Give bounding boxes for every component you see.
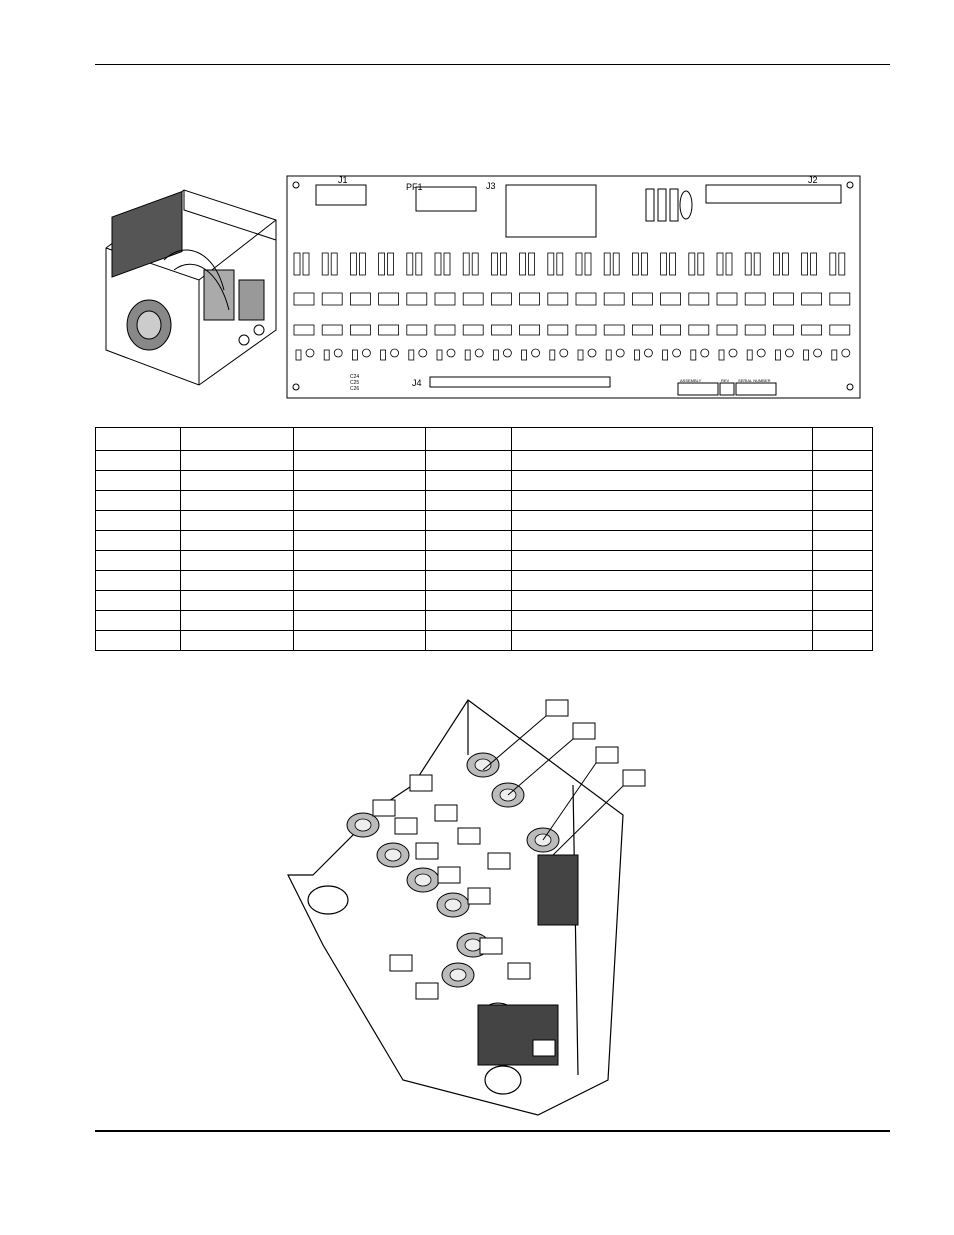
resistor-part bbox=[830, 253, 836, 275]
header-rule bbox=[95, 64, 890, 65]
table-cell bbox=[181, 591, 294, 611]
table-cell bbox=[294, 511, 426, 531]
resistor-part bbox=[802, 253, 808, 275]
table-cell bbox=[512, 611, 813, 631]
resistor-part bbox=[350, 253, 356, 275]
callout-box bbox=[533, 1040, 555, 1056]
resistor-part bbox=[491, 253, 497, 275]
ic-part bbox=[463, 325, 483, 335]
callout-box bbox=[438, 867, 460, 883]
resistor-part bbox=[548, 253, 554, 275]
callout-box bbox=[435, 805, 457, 821]
table-cell bbox=[512, 511, 813, 531]
table-cell bbox=[813, 511, 873, 531]
callout-box bbox=[573, 723, 595, 739]
capacitor-part bbox=[500, 253, 506, 275]
led-part bbox=[785, 349, 793, 357]
ic-part bbox=[379, 325, 399, 335]
table-cell bbox=[96, 591, 181, 611]
table-cell bbox=[294, 451, 426, 471]
callout-box bbox=[373, 800, 395, 816]
led-part bbox=[588, 349, 596, 357]
table-cell bbox=[512, 571, 813, 591]
callout-box bbox=[546, 700, 568, 716]
table-cell bbox=[181, 531, 294, 551]
diode-part bbox=[522, 350, 527, 360]
resistor-part bbox=[520, 253, 526, 275]
valve-core bbox=[465, 939, 481, 951]
solenoid-block bbox=[538, 855, 578, 925]
ic-part bbox=[604, 325, 624, 335]
table-cell bbox=[426, 491, 512, 511]
diode-part bbox=[296, 350, 301, 360]
relay-part bbox=[350, 293, 370, 305]
capacitor-part bbox=[782, 253, 788, 275]
table-cell bbox=[294, 611, 426, 631]
relay-part bbox=[548, 293, 568, 305]
table-cell bbox=[96, 491, 181, 511]
ic-part bbox=[548, 325, 568, 335]
diode-part bbox=[634, 350, 639, 360]
table-cell bbox=[181, 471, 294, 491]
capacitor-part bbox=[416, 253, 422, 275]
table-row bbox=[96, 591, 873, 611]
capacitor-part bbox=[641, 253, 647, 275]
table-row bbox=[96, 551, 873, 571]
led-part bbox=[334, 349, 342, 357]
diode-part bbox=[747, 350, 752, 360]
diode-part bbox=[578, 350, 583, 360]
row-label-c26: C26 bbox=[350, 386, 360, 392]
table-cell bbox=[813, 471, 873, 491]
table-cell bbox=[181, 551, 294, 571]
table-cell bbox=[294, 491, 426, 511]
callout-leader bbox=[543, 763, 596, 840]
callout-box bbox=[480, 938, 502, 954]
capacitor-part bbox=[726, 253, 732, 275]
table-cell bbox=[426, 551, 512, 571]
table-cell bbox=[426, 631, 512, 651]
resistor-part bbox=[435, 253, 441, 275]
footer-rule bbox=[95, 1130, 890, 1132]
table-cell bbox=[813, 531, 873, 551]
led-part bbox=[842, 349, 850, 357]
pcb-drawing bbox=[286, 175, 862, 400]
diode-part bbox=[832, 350, 837, 360]
valve-core bbox=[415, 874, 431, 886]
table-cell bbox=[426, 611, 512, 631]
table-row bbox=[96, 531, 873, 551]
relay-part bbox=[435, 293, 455, 305]
capacitor-part bbox=[331, 253, 337, 275]
title-block-serial: SERIAL NUMBER bbox=[738, 378, 771, 383]
column-header bbox=[294, 428, 426, 451]
led-part bbox=[503, 349, 511, 357]
led-part bbox=[391, 349, 399, 357]
table-cell bbox=[426, 511, 512, 531]
led-part bbox=[419, 349, 427, 357]
table-cell bbox=[181, 451, 294, 471]
capacitor-part bbox=[670, 253, 676, 275]
ic-part bbox=[435, 325, 455, 335]
led-part bbox=[532, 349, 540, 357]
table-cell bbox=[294, 471, 426, 491]
ic-part bbox=[322, 325, 342, 335]
led-part bbox=[701, 349, 709, 357]
relay-part bbox=[463, 293, 483, 305]
table-cell bbox=[512, 451, 813, 471]
table-row bbox=[96, 611, 873, 631]
relay-part bbox=[379, 293, 399, 305]
resistor-part bbox=[689, 253, 695, 275]
led-part bbox=[729, 349, 737, 357]
relay-part bbox=[661, 293, 681, 305]
resistor-part bbox=[717, 253, 723, 275]
ic-part bbox=[745, 325, 765, 335]
resistor-part bbox=[773, 253, 779, 275]
diode-part bbox=[606, 350, 611, 360]
ic-part bbox=[294, 325, 314, 335]
valve-assembly-illustration bbox=[283, 695, 653, 1120]
column-header bbox=[426, 428, 512, 451]
led-part bbox=[757, 349, 765, 357]
table-cell bbox=[181, 611, 294, 631]
ic-part bbox=[717, 325, 737, 335]
capacitor-part bbox=[472, 253, 478, 275]
table-row bbox=[96, 511, 873, 531]
ic-part bbox=[802, 325, 822, 335]
table-cell bbox=[813, 631, 873, 651]
ic-part bbox=[773, 325, 793, 335]
resistor-part bbox=[632, 253, 638, 275]
capacitor-part bbox=[444, 253, 450, 275]
led-part bbox=[560, 349, 568, 357]
table-cell bbox=[512, 471, 813, 491]
capacitor-part bbox=[811, 253, 817, 275]
valve-core bbox=[385, 849, 401, 861]
callout-box bbox=[458, 828, 480, 844]
table-cell bbox=[96, 511, 181, 531]
capacitor-part bbox=[303, 253, 309, 275]
table-cell bbox=[813, 551, 873, 571]
diode-part bbox=[493, 350, 498, 360]
table-row bbox=[96, 471, 873, 491]
table-cell bbox=[426, 591, 512, 611]
table-cell bbox=[512, 551, 813, 571]
table-cell bbox=[813, 491, 873, 511]
table-cell bbox=[96, 551, 181, 571]
capacitor-part bbox=[557, 253, 563, 275]
led-part bbox=[362, 349, 370, 357]
diode-part bbox=[409, 350, 414, 360]
title-block-assembly: ASSEMBLY bbox=[680, 378, 702, 383]
relay-part bbox=[830, 293, 850, 305]
table-cell bbox=[426, 451, 512, 471]
callout-leader bbox=[508, 739, 573, 795]
ic-part bbox=[491, 325, 511, 335]
ic-part bbox=[689, 325, 709, 335]
table-cell bbox=[512, 531, 813, 551]
callout-box bbox=[488, 853, 510, 869]
table-cell bbox=[426, 531, 512, 551]
callout-box bbox=[390, 955, 412, 971]
table-cell bbox=[512, 491, 813, 511]
valve-core bbox=[355, 819, 371, 831]
valve-core bbox=[450, 969, 466, 981]
diode-part bbox=[719, 350, 724, 360]
relay-part bbox=[576, 293, 596, 305]
led-part bbox=[644, 349, 652, 357]
diode-part bbox=[663, 350, 668, 360]
callout-box bbox=[508, 963, 530, 979]
table-cell bbox=[294, 551, 426, 571]
connector-j1-label: J1 bbox=[338, 175, 348, 185]
diode-part bbox=[381, 350, 386, 360]
diode-part bbox=[775, 350, 780, 360]
connector-pf1-label: PF1 bbox=[406, 182, 423, 192]
column-header bbox=[96, 428, 181, 451]
table-cell bbox=[181, 571, 294, 591]
led-part bbox=[616, 349, 624, 357]
ic-part bbox=[830, 325, 850, 335]
table-cell bbox=[813, 571, 873, 591]
table-cell bbox=[96, 451, 181, 471]
relay-part bbox=[632, 293, 652, 305]
diode-part bbox=[324, 350, 329, 360]
table-cell bbox=[96, 571, 181, 591]
table-cell bbox=[181, 491, 294, 511]
callout-box bbox=[596, 747, 618, 763]
relay-part bbox=[294, 293, 314, 305]
ic-part bbox=[661, 325, 681, 335]
callout-box bbox=[410, 775, 432, 791]
capacitor-part bbox=[839, 253, 845, 275]
callout-box bbox=[395, 818, 417, 834]
callout-leader bbox=[483, 716, 546, 770]
row-label-c24: C24 bbox=[350, 374, 360, 380]
ic-part bbox=[632, 325, 652, 335]
table-cell bbox=[181, 511, 294, 531]
diode-part bbox=[352, 350, 357, 360]
ic-part bbox=[407, 325, 427, 335]
diode-part bbox=[437, 350, 442, 360]
resistor-part bbox=[604, 253, 610, 275]
relay-part bbox=[745, 293, 765, 305]
connector-j4-label: J4 bbox=[412, 378, 422, 388]
parts-table bbox=[95, 427, 873, 651]
table-cell bbox=[813, 591, 873, 611]
callout-box bbox=[468, 888, 490, 904]
capacitor-part bbox=[613, 253, 619, 275]
enclosure-illustration bbox=[104, 180, 284, 390]
callout-leader bbox=[553, 786, 623, 855]
connector-j2-label: J2 bbox=[808, 175, 818, 185]
ic-part bbox=[520, 325, 540, 335]
valve-core bbox=[445, 899, 461, 911]
table-cell bbox=[813, 451, 873, 471]
column-header bbox=[512, 428, 813, 451]
ic-part bbox=[350, 325, 370, 335]
capacitor-part bbox=[698, 253, 704, 275]
table-row bbox=[96, 631, 873, 651]
table-row bbox=[96, 571, 873, 591]
resistor-part bbox=[661, 253, 667, 275]
diode-part bbox=[804, 350, 809, 360]
callout-box bbox=[416, 843, 438, 859]
diode-part bbox=[465, 350, 470, 360]
relay-part bbox=[407, 293, 427, 305]
resistor-part bbox=[379, 253, 385, 275]
relay-part bbox=[802, 293, 822, 305]
relay-part bbox=[604, 293, 624, 305]
diode-part bbox=[550, 350, 555, 360]
connector-j3-label: J3 bbox=[486, 181, 496, 191]
table-cell bbox=[426, 471, 512, 491]
relay-part bbox=[520, 293, 540, 305]
relay-part bbox=[717, 293, 737, 305]
capacitor-part bbox=[529, 253, 535, 275]
table-row bbox=[96, 451, 873, 471]
column-header bbox=[181, 428, 294, 451]
table-cell bbox=[294, 571, 426, 591]
relay-part bbox=[773, 293, 793, 305]
led-part bbox=[673, 349, 681, 357]
resistor-part bbox=[463, 253, 469, 275]
led-part bbox=[814, 349, 822, 357]
relay-part bbox=[491, 293, 511, 305]
table-row bbox=[96, 491, 873, 511]
led-part bbox=[475, 349, 483, 357]
row-label-c25: C25 bbox=[350, 380, 360, 386]
diode-part bbox=[691, 350, 696, 360]
table-cell bbox=[181, 631, 294, 651]
table-cell bbox=[813, 611, 873, 631]
table-cell bbox=[96, 631, 181, 651]
table-cell bbox=[512, 631, 813, 651]
table-cell bbox=[96, 471, 181, 491]
resistor-part bbox=[745, 253, 751, 275]
resistor-part bbox=[322, 253, 328, 275]
capacitor-part bbox=[359, 253, 365, 275]
table-cell bbox=[426, 571, 512, 591]
resistor-part bbox=[576, 253, 582, 275]
ic-part bbox=[576, 325, 596, 335]
capacitor-part bbox=[754, 253, 760, 275]
resistor-part bbox=[294, 253, 300, 275]
led-part bbox=[306, 349, 314, 357]
relay-part bbox=[689, 293, 709, 305]
callout-box bbox=[416, 983, 438, 999]
capacitor-part bbox=[585, 253, 591, 275]
parts-table-header bbox=[96, 428, 873, 451]
table-cell bbox=[294, 631, 426, 651]
table-cell bbox=[294, 531, 426, 551]
column-header bbox=[813, 428, 873, 451]
table-cell bbox=[512, 591, 813, 611]
table-cell bbox=[96, 531, 181, 551]
led-part bbox=[447, 349, 455, 357]
title-block-rev: REV bbox=[721, 378, 730, 383]
resistor-part bbox=[407, 253, 413, 275]
table-cell bbox=[96, 611, 181, 631]
capacitor-part bbox=[388, 253, 394, 275]
callout-box bbox=[623, 770, 645, 786]
relay-part bbox=[322, 293, 342, 305]
table-cell bbox=[294, 591, 426, 611]
